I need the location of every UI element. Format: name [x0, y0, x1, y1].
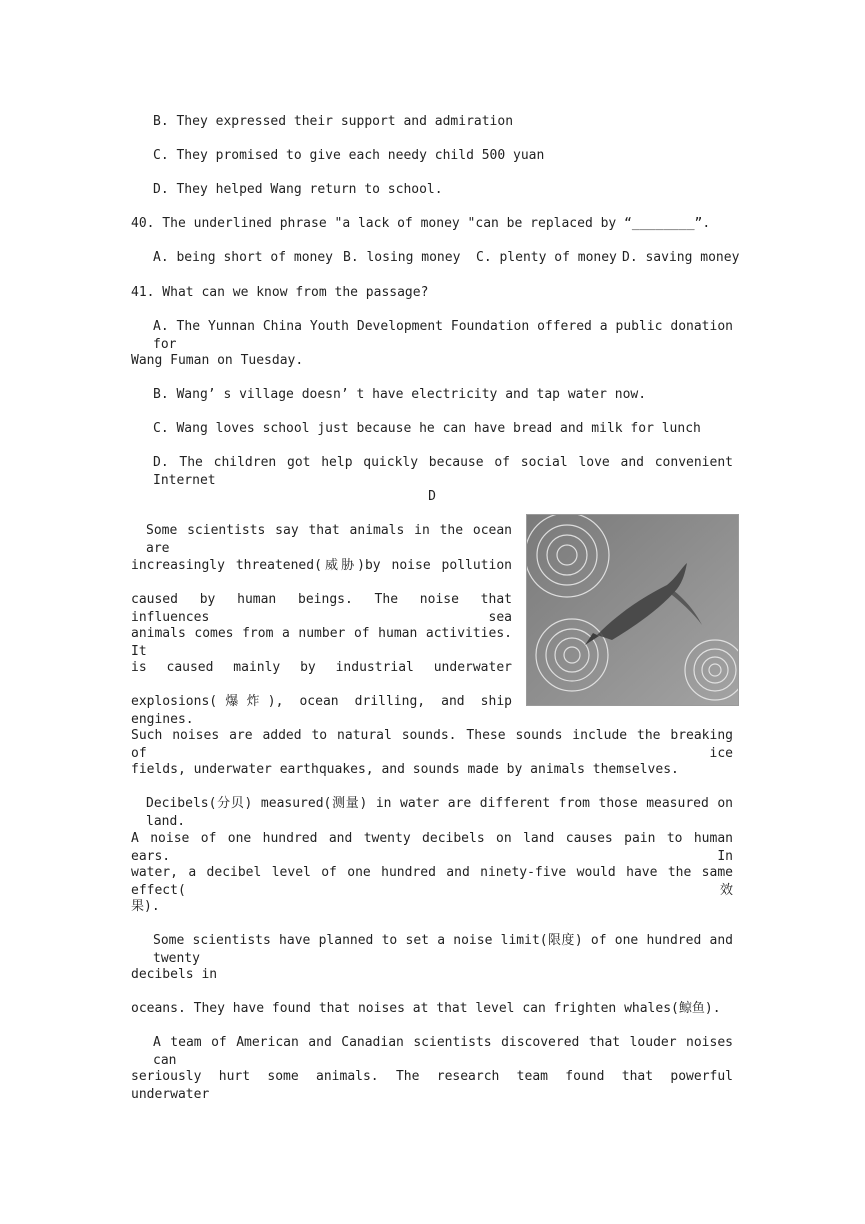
- passage-line: Such noises are added to natural sounds. These sounds include the breaking of ice: [131, 728, 733, 761]
- passage-line: Some scientists have planned to set a noise limit(限度) of one hundred and twenty: [153, 933, 733, 966]
- q40-option-d: D. saving money: [622, 250, 740, 265]
- passage-line: 果).: [131, 899, 160, 914]
- whale-noise-photo-icon: [526, 514, 739, 706]
- passage-line: A noise of one hundred and twenty decibels on land causes pain to human ears. In: [131, 831, 733, 864]
- q41-stem: 41. What can we know from the passage?: [131, 285, 429, 300]
- q41-option-c: C. Wang loves school just because he can have bread and milk for lunch: [153, 421, 701, 436]
- passage-line: decibels in: [131, 967, 218, 982]
- q40-stem: 40. The underlined phrase "a lack of money "can be replaced by “________”.: [131, 216, 711, 231]
- q40-option-c: C. plenty of money: [476, 250, 617, 265]
- passage-line: caused by human beings. The noise that influences sea: [131, 592, 512, 625]
- passage-line: explosions(爆炸), ocean drilling, and ship engines.: [131, 694, 512, 727]
- q39-option-c: C. They promised to give each needy child 500 yuan: [153, 148, 545, 163]
- q40-option-b: B. losing money: [343, 250, 461, 265]
- section-title: D: [428, 489, 436, 504]
- q41-option-a-cont: Wang Fuman on Tuesday.: [131, 353, 304, 368]
- passage-line: Some scientists say that animals in the ocean are: [146, 523, 512, 556]
- q41-option-d: D. The children got help quickly because of social love and convenient Internet: [153, 455, 733, 488]
- passage-line: water, a decibel level of one hundred and ninety-five would have the same effect(效: [131, 865, 733, 898]
- q39-option-b: B. They expressed their support and admiration: [153, 114, 514, 129]
- passage-line: animals comes from a number of human activities. It: [131, 626, 512, 659]
- passage-line: fields, underwater earthquakes, and sounds made by animals themselves.: [131, 762, 679, 777]
- passage-line: Decibels(分贝) measured(测量) in water are different from those measured on land.: [146, 796, 733, 829]
- passage-line: is caused mainly by industrial underwater: [131, 660, 512, 675]
- passage-line: increasingly threatened(威胁)by noise pollution: [131, 558, 512, 573]
- passage-line: A team of American and Canadian scientists discovered that louder noises can: [153, 1035, 733, 1068]
- q41-option-a: A. The Yunnan China Youth Development Foundation offered a public donation for: [153, 319, 733, 352]
- passage-line: oceans. They have found that noises at that level can frighten whales(鲸鱼).: [131, 1001, 721, 1016]
- q40-option-a: A. being short of money: [153, 250, 334, 265]
- q41-option-b: B. Wang’ s village doesn’ t have electricity and tap water now.: [153, 387, 647, 402]
- passage-line: seriously hurt some animals. The research team found that powerful underwater: [131, 1069, 733, 1102]
- q39-option-d: D. They helped Wang return to school.: [153, 182, 443, 197]
